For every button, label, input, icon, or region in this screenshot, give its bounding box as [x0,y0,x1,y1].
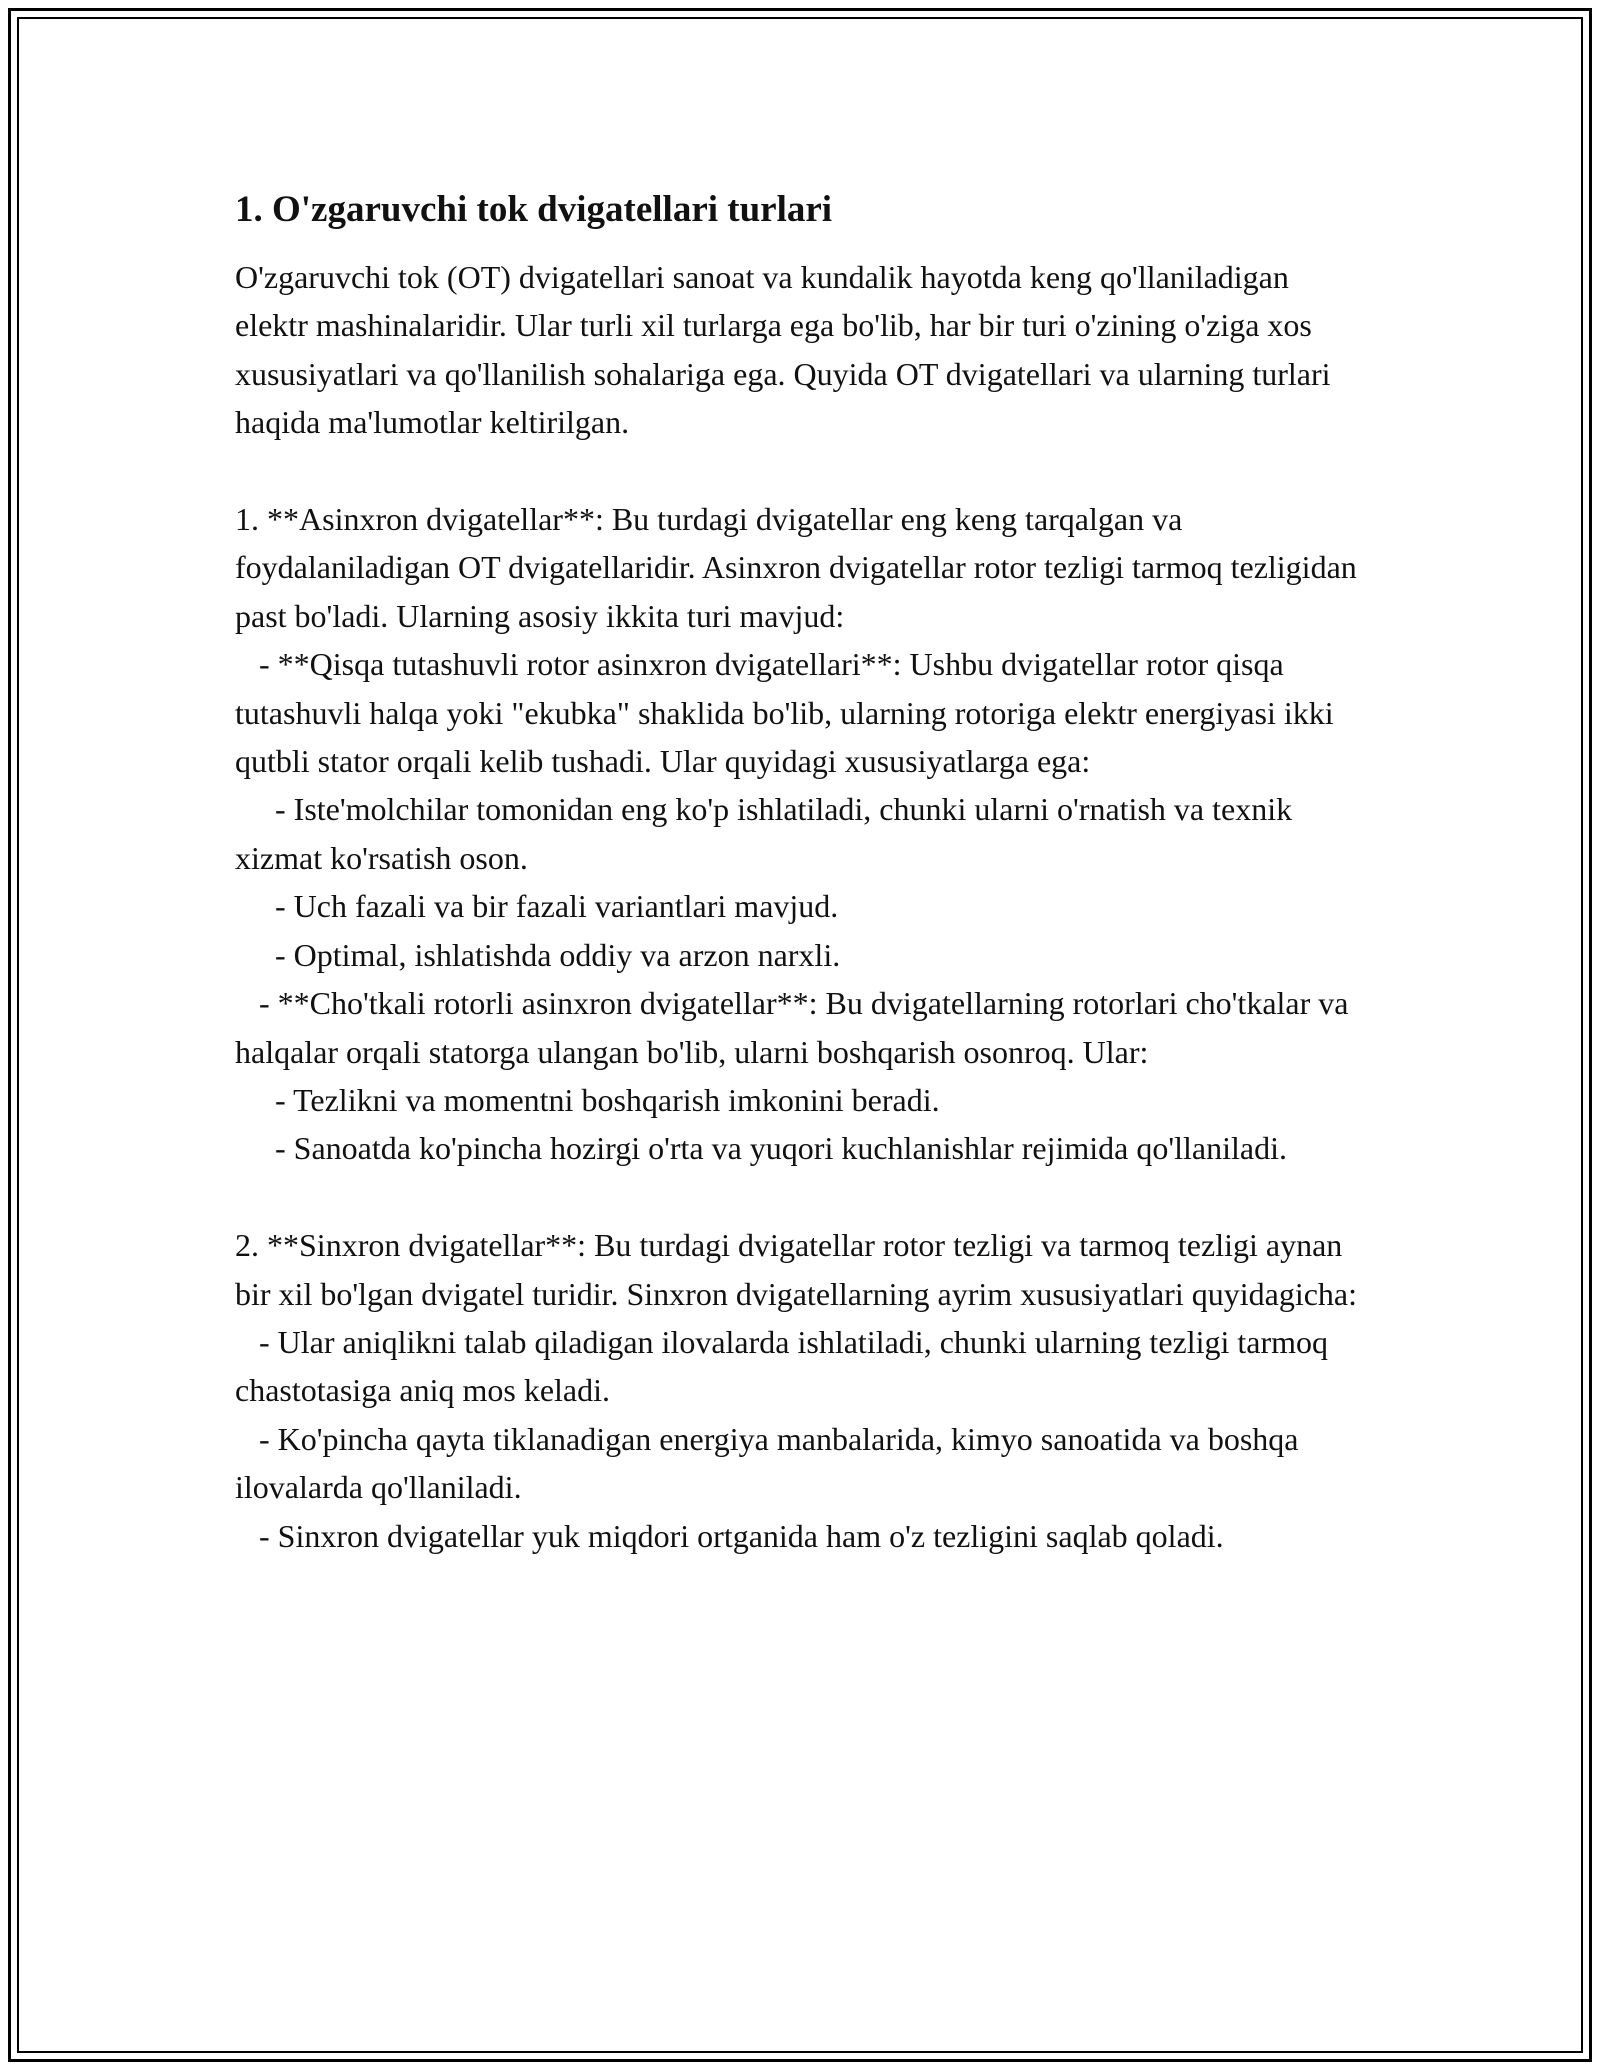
document-title: 1. O'zgaruvchi tok dvigatellari turlari [235,189,833,230]
document-body-text: O'zgaruvchi tok (OT) dvigatellari sanoat va kundalik hayotda keng qo'llaniladigan elektr mashinalaridir. Ular turli xil turlarga ega bo'lib, har bir turi o'zining o'ziga xos xususiyatlari va qo'llanilish sohalariga ega. Quyida OT dvigatellari va ularning turlari haqida ma'lumotlar keltirilgan. 1. **Asinxron dvigatellar**: Bu turdagi dvigatellar eng keng tarqalgan va foydalaniladigan OT dvigatellaridir. Asinxron dvigatellar rotor tezligi tarmoq tezligidan past bo'ladi. Ularning asosiy ikkita turi mavjud: - **Qisqa tutashuvli rotor asinxron dvigatellari**: Ushbu dvigatellar rotor qisqa tutashuvli halqa yoki "ekubka" shaklida bo'lib, ularning rotoriga elektr energiyasi ikki qutbli stator orqali kelib tushadi. Ular quyidagi xususiyatlarga ega: - Iste'molchilar tomonidan eng ko'p ishlatiladi, chunki ularni o'rnatish va texnik xizmat ko'rsatish oson. - Uch fazali va bir fazali variantlari mavjud. - Optimal, ishlatishda oddiy va arzon narxli. - **Cho'tkali rotorli asinxron dvigatellar**: Bu dvigatellarning rotorlari cho'tkalar va halqalar orqali statorga ulangan bo'lib, ularni boshqarish osonroq. Ular: - Tezlikni va momentni boshqarish imkonini beradi. - Sanoatda ko'pincha hozirgi o'rta va yuqori kuchlanishlar rejimida qo'llaniladi. 2. **Sinxron dvigatellar**: Bu turdagi dvigatellar rotor tezligi va tarmoq tezligi aynan bir xil bo'lgan dvigatel turidir. Sinxron dvigatellarning ayrim xususiyatlari quyidagicha: - Ular aniqlikni talab qiladigan ilovalarda ishlatiladi, chunki ularning tezligi tarmoq chastotasiga aniq mos keladi. - Ko'pincha qayta tiklanadigan energiya manbalarida, kimyo sanoatida va boshqa ilovalarda qo'llaniladi. - Sinxron dvigatellar yuk miqdori ortganida ham o'z tezligini saqlab qoladi. [235,259,1357,1554]
document-content [235,185,1365,1560]
